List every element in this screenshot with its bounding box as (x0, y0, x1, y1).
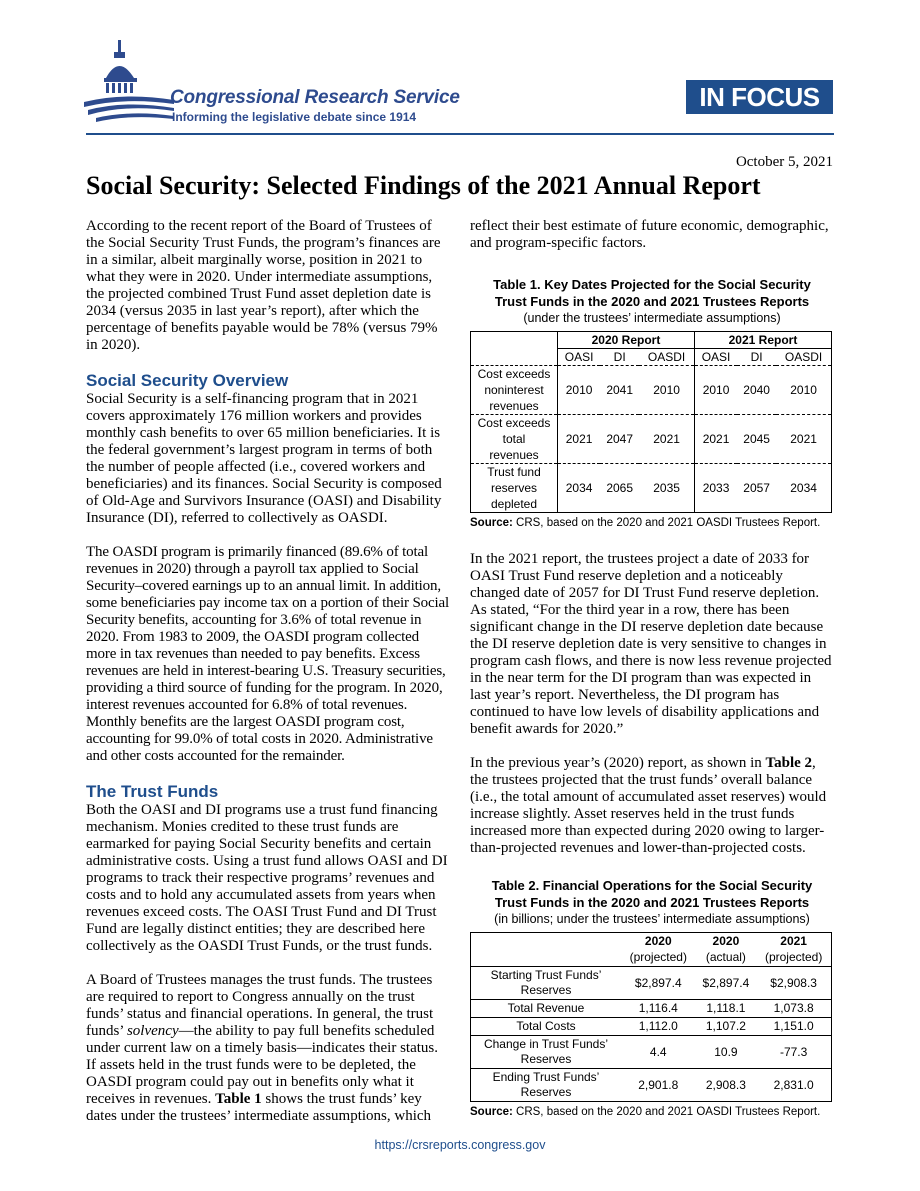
board-paragraph: A Board of Trustees manages the trust funds. The trustees are required to report to Congress annually on the trust funds’ status and financial operations. In general, the trust funds’ solvency—the ability to pay full benefits scheduled under current law on a timely basis—indicates their status. If assets held in the trust funds were to be depleted, the OASDI program could pay out in benefits only what it receives in revenues. Table 1 shows the trust funds’ key dates under the trustees’ intermediate assumptions, which (86, 972, 438, 1124)
table-cell: 2057 (737, 464, 776, 513)
org-tagline: Informing the legislative debate since 1914 (172, 110, 417, 124)
footer-url-link[interactable]: https://crsreports.congress.gov (374, 1138, 546, 1152)
table-cell: 1,107.2 (696, 1018, 757, 1036)
table-cell: 2034 (776, 464, 831, 513)
table-cell: 2065 (600, 464, 639, 513)
table-cell: $2,897.4 (621, 967, 696, 1000)
table1-column-header: OASI (558, 349, 601, 366)
right-column (470, 218, 834, 1120)
trust-funds-paragraph: Both the OASI and DI programs use a trust fund financing mechanism. Monies credited to these trust funds are earmarked for paying Social Security benefits and certain administrative costs. Using a trust fund allows OASI and DI programs to track their respective programs’ revenues and costs and to hold any accumulated assets from years when revenues exceed costs. The OASI Trust Fund and DI Trust Fund are legally distinct entities; they are described here collectively as the OASDI Trust Funds, or the trust funds. (86, 802, 448, 954)
row-label: Ending Trust Funds’ Reserves (471, 1069, 622, 1102)
table2-column-year: 2020 (712, 934, 740, 948)
table-cell: 2021 (639, 415, 694, 464)
in-focus-badge: IN FOCUS (686, 80, 833, 114)
row-label: Change in Trust Funds’ Reserves (471, 1036, 622, 1069)
table-cell: -77.3 (756, 1036, 831, 1069)
table-cell: 2045 (737, 415, 776, 464)
table2-block (470, 877, 834, 1120)
table-row (471, 967, 832, 1000)
table2-column-note: (projected) (764, 950, 823, 964)
table1-reference: Table 1 (215, 1091, 262, 1107)
table-cell: 2035 (639, 464, 694, 513)
page-title: Social Security: Selected Findings of the 2021 Annual Report (86, 171, 761, 200)
table2-title-line1: Table 2. Financial Operations for the Social Security (491, 878, 813, 893)
table1-block (470, 276, 834, 531)
table-cell: 2021 (776, 415, 831, 464)
org-name: Congressional Research Service (170, 87, 460, 108)
table-cell: 2033 (694, 464, 737, 513)
di-depletion-paragraph: In the 2021 report, the trustees project a date of 2033 for OASI Trust Fund reserve depletion and a noticeably changed date of 2057 for DI Trust Fund reserve depletion. As stated, “For the third year in a row, there has been significant change in the DI reserve depletion date because the DI reserve depletion date is very sensitive to changes in program cash flows, and there is now less revenue projected in the near term for the DI program than was expected in last year’s report. Nevertheless, the DI program has continued to have low levels of disability applications and benefit awards for 2020.” (470, 551, 832, 737)
overview-paragraph: Social Security is a self-financing program that in 2021 covers approximately 176 million workers and provides monthly cash benefits to over 65 million beneficiaries. It is the federal government’s largest program in terms of both the number of people affected (i.e., covered workers and beneficiaries) and its finances. Social Security is composed of Old-Age and Survivors Insurance (OASI) and Disability Insurance (DI), referred to collectively as OASDI. (86, 391, 442, 526)
table-cell: 10.9 (696, 1036, 757, 1069)
financing-paragraph: The OASDI program is primarily financed (89.6% of total revenues in 2020) through a payroll tax applied to Social Security–covered earnings up to an annual limit. In addition, some beneficiaries pay income tax on a portion of their Social Security benefits, accounting for 3.6% of total revenue in 2020. From 1983 to 2009, the OASDI program collected more in tax revenues than needed to pay benefits. Excess revenues are held in interest-bearing U.S. Treasury securities, providing a third source of funding for the program. In 2020, interest revenues accounted for 6.8% of total revenues. Monthly benefits are the largest OASDI program cost, accounting for 99.0% of total costs in 2020. Administrative and other costs accounted for the remainder. (86, 544, 450, 764)
table-cell: 2010 (558, 366, 601, 415)
table2-title-line2: Trust Funds in the 2020 and 2021 Trustees Reports (494, 895, 810, 910)
table2-column-year: 2021 (780, 934, 807, 948)
table-cell: 2041 (600, 366, 639, 415)
table-row (471, 1036, 832, 1069)
table-cell: 2010 (694, 366, 737, 415)
table-cell: 2047 (600, 415, 639, 464)
table2-reference: Table 2 (765, 755, 813, 771)
table-cell: 1,112.0 (621, 1018, 696, 1036)
table-row (471, 464, 832, 513)
table1-column-header: OASDI (784, 350, 823, 364)
table2-column-note: (projected) (629, 950, 687, 964)
section-heading-trust-funds: The Trust Funds (86, 782, 219, 801)
table-cell: 2,908.3 (696, 1069, 757, 1102)
row-label: Starting Trust Funds’ Reserves (471, 967, 622, 1000)
table1-group-header: 2021 Report (694, 332, 831, 349)
row-label: Cost exceeds total revenues (471, 415, 558, 464)
table2-column-note: (actual) (705, 950, 746, 964)
table-cell: 2,831.0 (756, 1069, 831, 1102)
table1-column-header: OASI (694, 349, 737, 366)
intro-paragraph: According to the recent report of the Board of Trustees of the Social Security Trust Funds, the program’s finances are in a similar, albeit marginally worse, position in 2021 to what they were in 2020. Under intermediate assumptions, the projected combined Trust Fund asset depletion date is 2034 (versus 2035 in last year’s report), after which the percentage of benefits payable would be 78% (versus 79% in 2020). (86, 218, 441, 353)
table-row (471, 1000, 832, 1018)
table-cell: 2021 (694, 415, 737, 464)
table1-column-header: DI (613, 350, 626, 364)
table-cell: $2,897.4 (696, 967, 757, 1000)
table-cell: 1,073.8 (756, 1000, 831, 1018)
table-cell: 1,118.1 (696, 1000, 757, 1018)
table2-source: Source: CRS, based on the 2020 and 2021 OASDI Trustees Report. (470, 1106, 821, 1118)
table-cell: 2040 (737, 366, 776, 415)
table-row (471, 366, 832, 415)
table1-column-header: DI (750, 350, 763, 364)
table-row (471, 1069, 832, 1102)
row-label: Trust fund reserves depleted (471, 464, 558, 513)
key-dates-table (470, 331, 832, 513)
table1-title-line2: Trust Funds in the 2020 and 2021 Trustees Reports (494, 294, 810, 309)
table-row (471, 1018, 832, 1036)
table-cell: 2010 (639, 366, 694, 415)
table1-group-header: 2020 Report (558, 332, 695, 349)
header-divider (86, 133, 834, 135)
row-label: Cost exceeds noninterest revenues (471, 366, 558, 415)
capitol-dome-icon (84, 40, 174, 124)
table-row (471, 415, 832, 464)
table1-subtitle: (under the trustees’ intermediate assumptions) (523, 311, 781, 325)
table-cell: 2034 (558, 464, 601, 513)
continued-paragraph: reflect their best estimate of future economic, demographic, and program-specific factors. (470, 218, 829, 251)
row-label: Total Revenue (471, 1000, 622, 1018)
table1-column-header: OASDI (647, 350, 686, 364)
financial-operations-table (470, 932, 832, 1102)
left-column (86, 218, 450, 1142)
table-cell: 4.4 (621, 1036, 696, 1069)
table-cell: 2010 (776, 366, 831, 415)
table-cell: 2,901.8 (621, 1069, 696, 1102)
table1-title-line1: Table 1. Key Dates Projected for the Social Security (493, 277, 811, 292)
row-label: Total Costs (471, 1018, 622, 1036)
table-cell: 2021 (558, 415, 601, 464)
table1-source: Source: CRS, based on the 2020 and 2021 OASDI Trustees Report. (470, 517, 821, 529)
crs-logo (84, 40, 504, 130)
publication-date: October 5, 2021 (735, 154, 833, 170)
table-cell: 1,116.4 (621, 1000, 696, 1018)
section-heading-overview: Social Security Overview (86, 371, 289, 390)
table2-intro-paragraph: In the previous year’s (2020) report, as shown in Table 2, the trustees projected that the trust funds’ overall balance (i.e., the total amount of accumulated asset reserves) would increase slightly. Asset reserves held in the trust funds increased more than expected during 2020 owing to larger-than-projected revenues and lower-than-projected costs. (470, 755, 827, 856)
table2-column-year: 2020 (644, 934, 672, 948)
table-cell: 1,151.0 (756, 1018, 831, 1036)
table2-subtitle: (in billions; under the trustees’ intermediate assumptions) (494, 912, 810, 926)
table-cell: $2,908.3 (756, 967, 831, 1000)
